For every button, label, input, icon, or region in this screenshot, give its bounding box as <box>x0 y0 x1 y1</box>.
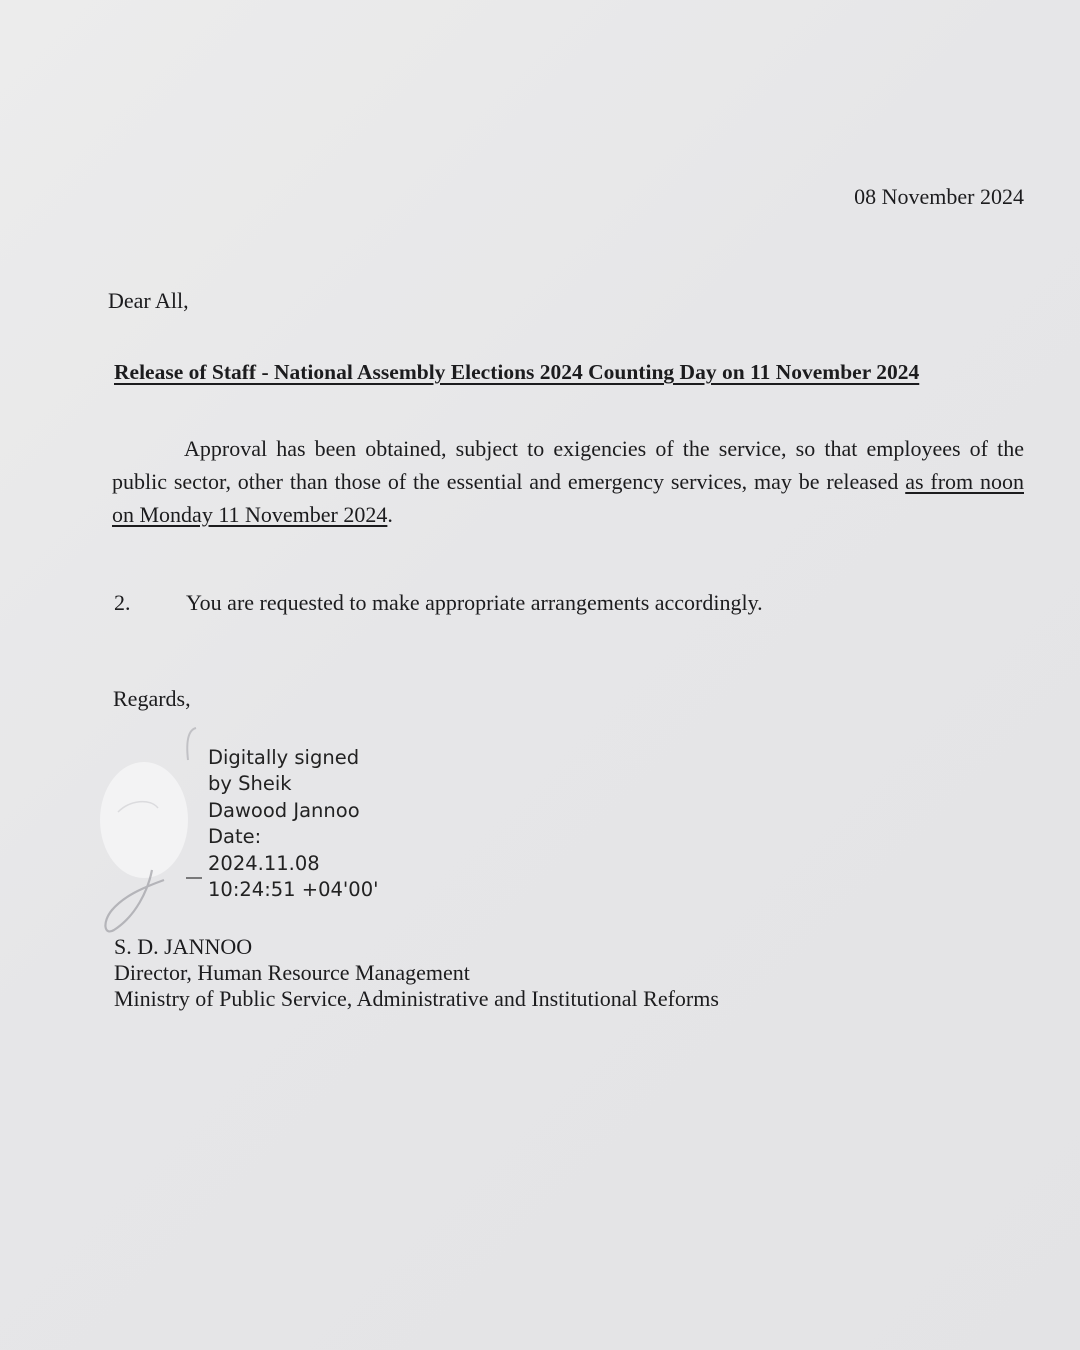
signatory-ministry: Ministry of Public Service, Administrative and Institutional Reforms <box>114 986 719 1011</box>
handwritten-signature <box>96 720 216 940</box>
paragraph-1-text: Approval has been obtained, subject to exigencies of the service, so that employees of the public sector, other than those of the essential and emergency services, may be released <box>112 436 1024 494</box>
digital-signature-line: Dawood Jannoo <box>208 798 360 822</box>
signatory-title: Director, Human Resource Management <box>114 960 470 985</box>
paragraph-2-text: You are requested to make appropriate arrangements accordingly. <box>186 590 763 615</box>
digital-signature-line: Date: <box>208 825 262 849</box>
signatory-block <box>114 934 719 1012</box>
salutation: Dear All, <box>108 288 189 313</box>
closing: Regards, <box>113 686 191 711</box>
paragraph-2 <box>114 590 763 616</box>
paragraph-1 <box>112 432 1024 531</box>
signatory-name: S. D. JANNOO <box>114 934 253 959</box>
paragraph-2-number: 2. <box>114 590 131 615</box>
digital-signature-block <box>208 745 378 903</box>
paragraph-1-underlined: as from noon on Monday 11 November 2024 <box>112 469 1024 527</box>
paragraph-1-end: . <box>387 502 393 527</box>
digital-signature-line: Digitally signed <box>208 746 360 769</box>
digital-signature-line: by Sheik <box>208 772 292 796</box>
subject-heading: Release of Staff - National Assembly Elections 2024 Counting Day on 11 November 2024 <box>114 360 920 384</box>
letter-date: 08 November 2024 <box>854 184 1024 209</box>
digital-signature-line: 2024.11.08 <box>208 851 320 875</box>
digital-signature-line: 10:24:51 +04'00' <box>208 878 379 902</box>
